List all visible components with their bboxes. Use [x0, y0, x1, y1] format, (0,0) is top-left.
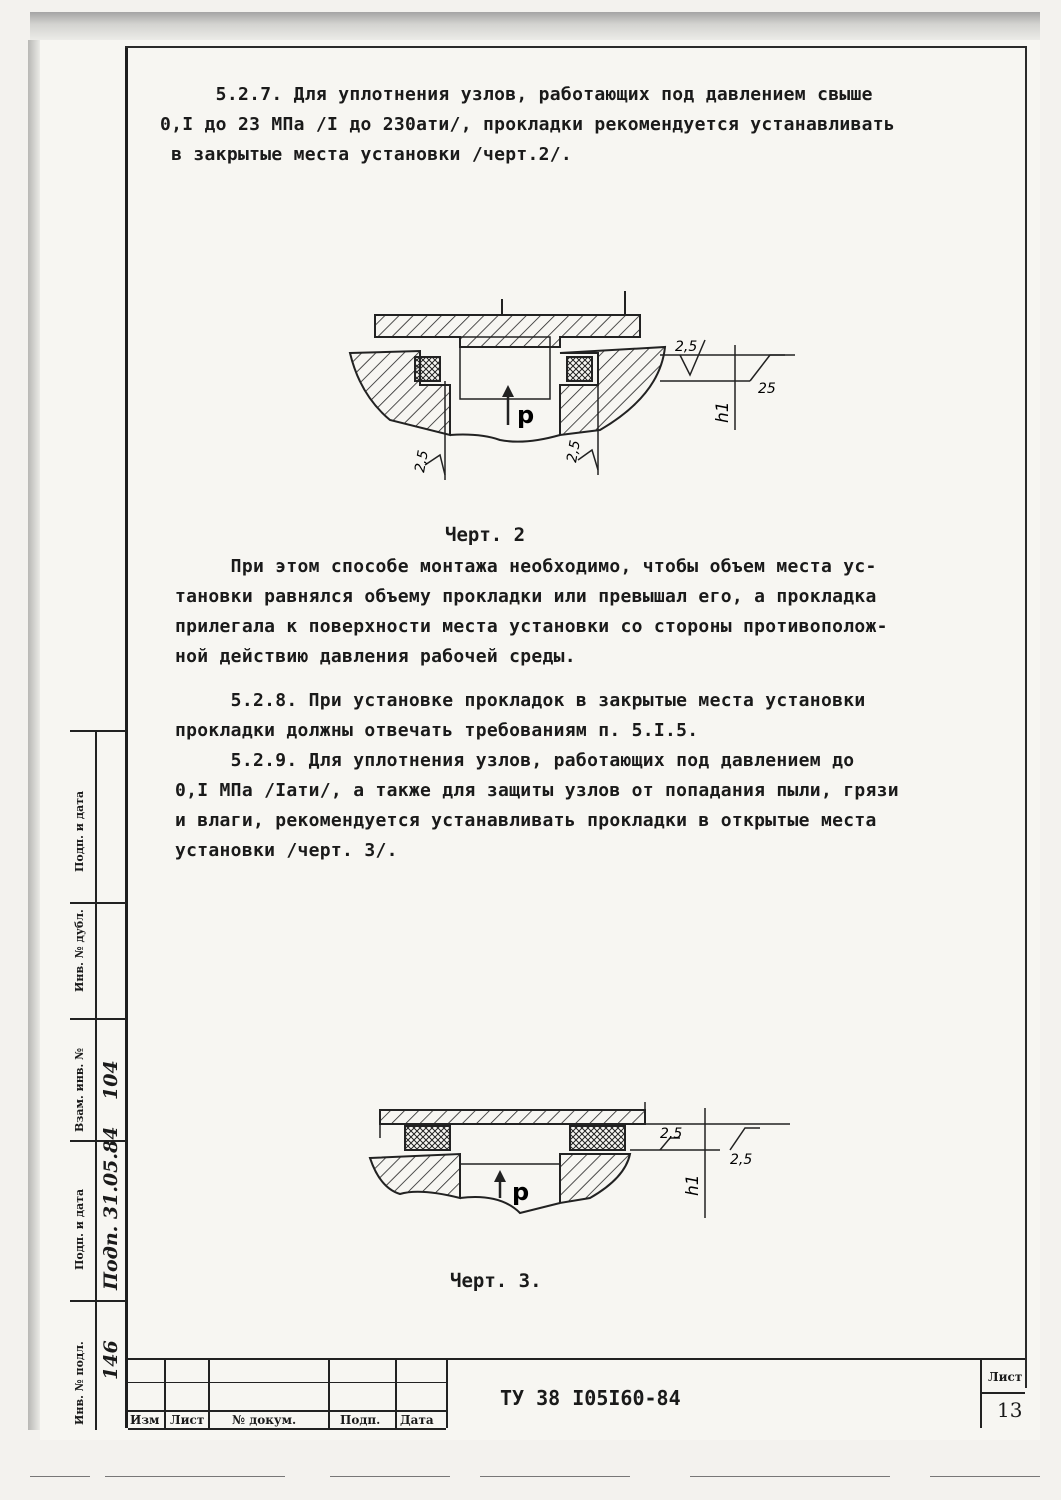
cover-plate [380, 1110, 645, 1124]
drawing-3 [360, 1098, 800, 1258]
side-stamp-divider [95, 730, 97, 1430]
pressure-label: p [512, 1178, 530, 1206]
roughness-label: 2,5 [412, 448, 432, 474]
roughness-label: 2,5 [564, 438, 584, 464]
side-value-signature-date: Подп. 31.05.84 [100, 1126, 122, 1290]
roughness-label: 2,5 [660, 1126, 683, 1142]
side-label: Подп. и дата [73, 1188, 86, 1270]
scan-shadow-top [30, 12, 1040, 42]
frame-top-line [125, 46, 1027, 48]
roughness-label: 2,5 [730, 1152, 753, 1168]
frame-right-line [1025, 48, 1027, 1388]
side-value-inventory: 146 [100, 1340, 122, 1380]
side-label: Инв. № дубл. [73, 909, 86, 992]
paragraph-5-2-9: 5.2.9. Для уплотнения узлов, работающих под давлением до 0,I МПа /Iати/, а также для защиты узлов от попадания пыли, грязи и влаги, рекомендуется устанавливать прокладки в открытые места установки /черт. 3/. [175, 750, 899, 861]
sheet-label: Лист [988, 1370, 1023, 1384]
title-block-header: Лист [170, 1413, 205, 1427]
side-label: Подп. и дата [73, 790, 86, 872]
title-block-header: Подп. [340, 1413, 381, 1427]
title-block-header: Дата [400, 1413, 434, 1427]
gasket-left [405, 1126, 450, 1150]
body-right [560, 1154, 630, 1203]
roughness-label: 25 [758, 381, 776, 397]
document-code: ТУ 38 I05I60-84 [500, 1386, 681, 1410]
drawing-2 [330, 285, 810, 485]
caption-drawing-2: Черт. 2 [445, 524, 526, 546]
side-label: Взам. инв. № [73, 1047, 86, 1132]
side-value-replacement: 104 [100, 1060, 122, 1100]
sheet-number: 13 [997, 1398, 1023, 1422]
caption-drawing-3: Черт. 3. [450, 1270, 542, 1292]
height-label: h1 [713, 401, 733, 423]
paragraph-5-2-8: 5.2.8. При установке прокладок в закрытые места установки прокладки должны отвечать требованиям п. 5.I.5. [175, 690, 866, 741]
scan-shadow-left [28, 40, 40, 1430]
height-label: h1 [683, 1174, 703, 1196]
title-block-header: Изм [130, 1413, 160, 1427]
gasket-left [415, 357, 440, 381]
title-block-header: № докум. [232, 1413, 297, 1427]
body-left [370, 1154, 460, 1198]
pressure-label: p [517, 401, 535, 429]
paragraph-5-2-7: 5.2.7. Для уплотнения узлов, работающих под давлением свыше 0,I до 23 МПа /I до 230ати/, прокладки рекомендуется устанавливать в закрытые места установки /черт.2/. [160, 84, 896, 165]
roughness-label: 2,5 [675, 339, 698, 355]
side-label: Инв. № подл. [73, 1341, 86, 1425]
cover-plate [375, 315, 640, 347]
paragraph-mounting-method: При этом способе монтажа необходимо, чтобы объем места ус- тановки равнялся объему прокладки или превышал его, а прокладка прилегала к поверхности места установки со стороны противополож- ной действию давления рабочей среды. [175, 556, 888, 667]
gasket-right [567, 357, 592, 381]
gasket-right [570, 1126, 625, 1150]
